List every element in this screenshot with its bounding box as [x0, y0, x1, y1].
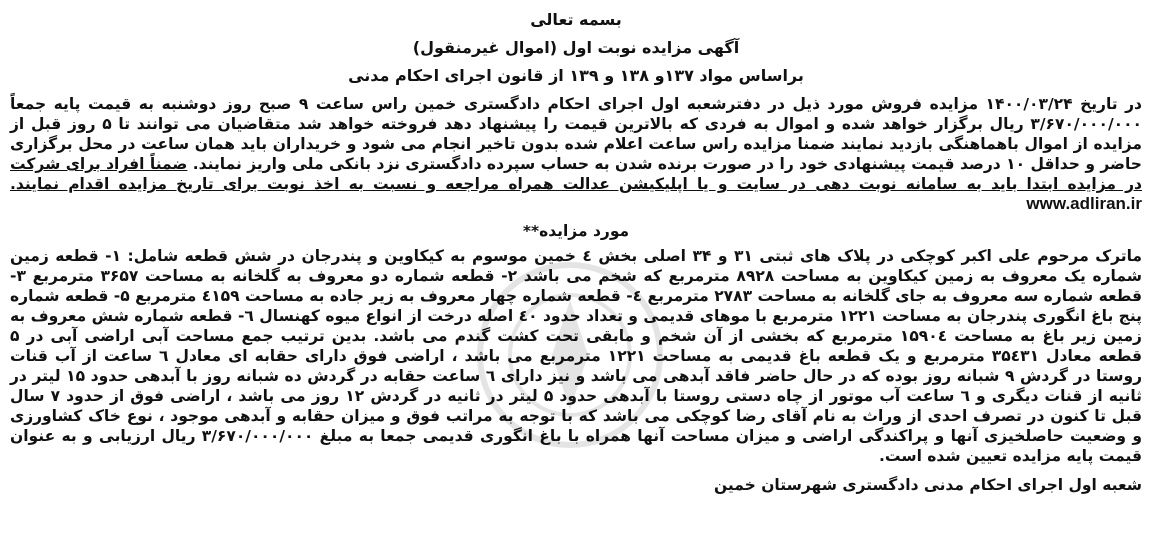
- intro-underlined-text: ضمناً افراد برای شرکت در مزایده ابتدا باید به سامانه نوبت دهی در سایت و یا اپلیکیشن عدالت همراه مراجعه و نسبت به اخذ نوبت برای تاریخ مزایده اقدام نمایند.: [10, 155, 1142, 193]
- issuer-signature: شعبه اول اجرای احکام مدنی دادگستری شهرستان خمین: [713, 476, 1142, 494]
- basmala: بسمه تعالی: [530, 10, 622, 29]
- legal-basis: براساس مواد ۱۳۷و ۱۳۸ و ۱۳۹ از قانون اجرای احکام مدنی: [348, 66, 804, 85]
- notice-title: آگهی مزایده نوبت اول (اموال غیرمنقول): [412, 38, 740, 57]
- subject-paragraph: ماترک مرحوم علی اکبر کوچکی در پلاک های ثبتی ۳۱ و ۳۴ اصلی بخش ٤ خمین موسوم به کیکاوین و پندرجان در شش قطعه شامل: ۱- قطعه زمین شماره یک معروف به زمین کیکاوین به مساحت ۸۹۲۸ مترمربع که شخم می باشد ۲- قطعه شماره دو معروف به گلخانه به مساحت ۳۶۵۷ مترمربع ۳- قطعه شماره سه معروف به جای گلخانه به مساحت ۲۷۸۳ مترمربع ٤- قطعه شماره چهار معروف به زیر جاده به مساحت ٤۱۵۹ مترمربع ۵- قطعه شماره پنج باغ انگوری پندرجان به مساحت ۱۲۲۱ مترمربع با موهای قدیمی و تعداد حدود ٤۰ اصله درخت از انواع میوه کهنسال ٦- قطعه شماره شش معروف به زمین زیر باغ به مساحت ۱۵۹۰٤ مترمربع که بخشی از آن شخم و مابقی تحت کشت گندم می باشد. بدین ترتیب جمع مساحت آبی اراضی آبی در ۵ قطعه معادل ۳۵٤۳۱ مترمربع و یک قطعه باغ قدیمی به مساحت ۱۲۲۱ مترمربع می باشد ، اراضی فوق دارای حقابه ای معادل ٦ ساعت از آب قنات روستا در گردش ۹ شبانه روز بوده که در حال حاضر فاقد آبدهی می باشد و نیز دارای ٦ ساعت حقابه در گردش ده شبانه روز با آبدهی حدود ۱۵ لیتر در ثانیه از قنات دیگری و ٦ ساعت آب موتور از چاه دستی روستا با آبدهی حدود ۵ لیتر در ثانیه در گردش ۱۲ روز می باشد ، اراضی فوق از حدود ۷ سال قبل تا کنون در تصرف احدی از وراث به نام آقای رضا کوچکی می باشد که با توجه به مراتب فوق و میزان حقابه و آبدهی موجود ، نوع خاک کشاورزی و وضعیت حاصلخیزی آنها و پراکندگی اراضی و میزان مساحت آنها همراه با باغ انگوری قدیمی جمعا به مبلغ ۳/۶۷۰/۰۰۰/۰۰۰ ریال ارزیابی و به عنوان قیمت پایه مزایده تعیین شده است.: [10, 247, 1143, 465]
- website-link[interactable]: www.adliran.ir: [1026, 194, 1142, 213]
- subject-heading: مورد مزایده**: [522, 222, 630, 240]
- intro-paragraph: [10, 94, 1142, 214]
- intro-text: در تاریخ ۱۴۰۰/۰۳/۲۴ مزایده فروش مورد ذیل در دفترشعبه اول اجرای احکام دادگستری خمین راس ساعت ۹ صبح روز دوشنبه به قیمت پایه جمعاً ۳/۶۷۰/۰۰۰/۰۰۰ ریال برگزار خواهد شده و اموال به فردی که بالاترین قیمت را پیشنهاد دهد فروخته خواهد شد متقاضیان می توانند تا ۵ روز قبل از مزایده از اموال باهماهنگی بازدید نمایند ضمنا مزایده راس ساعت اعلام شده بدون تاخیر انجام می شود و خریداران باید همان ساعت در محل برگزاری حاضر و حداقل ۱۰ درصد قیمت پیشنهادی خود را در صورت برنده شدن به حساب سپرده دادگستری نزد بانکی ملی واریز نمایند.: [10, 95, 1143, 173]
